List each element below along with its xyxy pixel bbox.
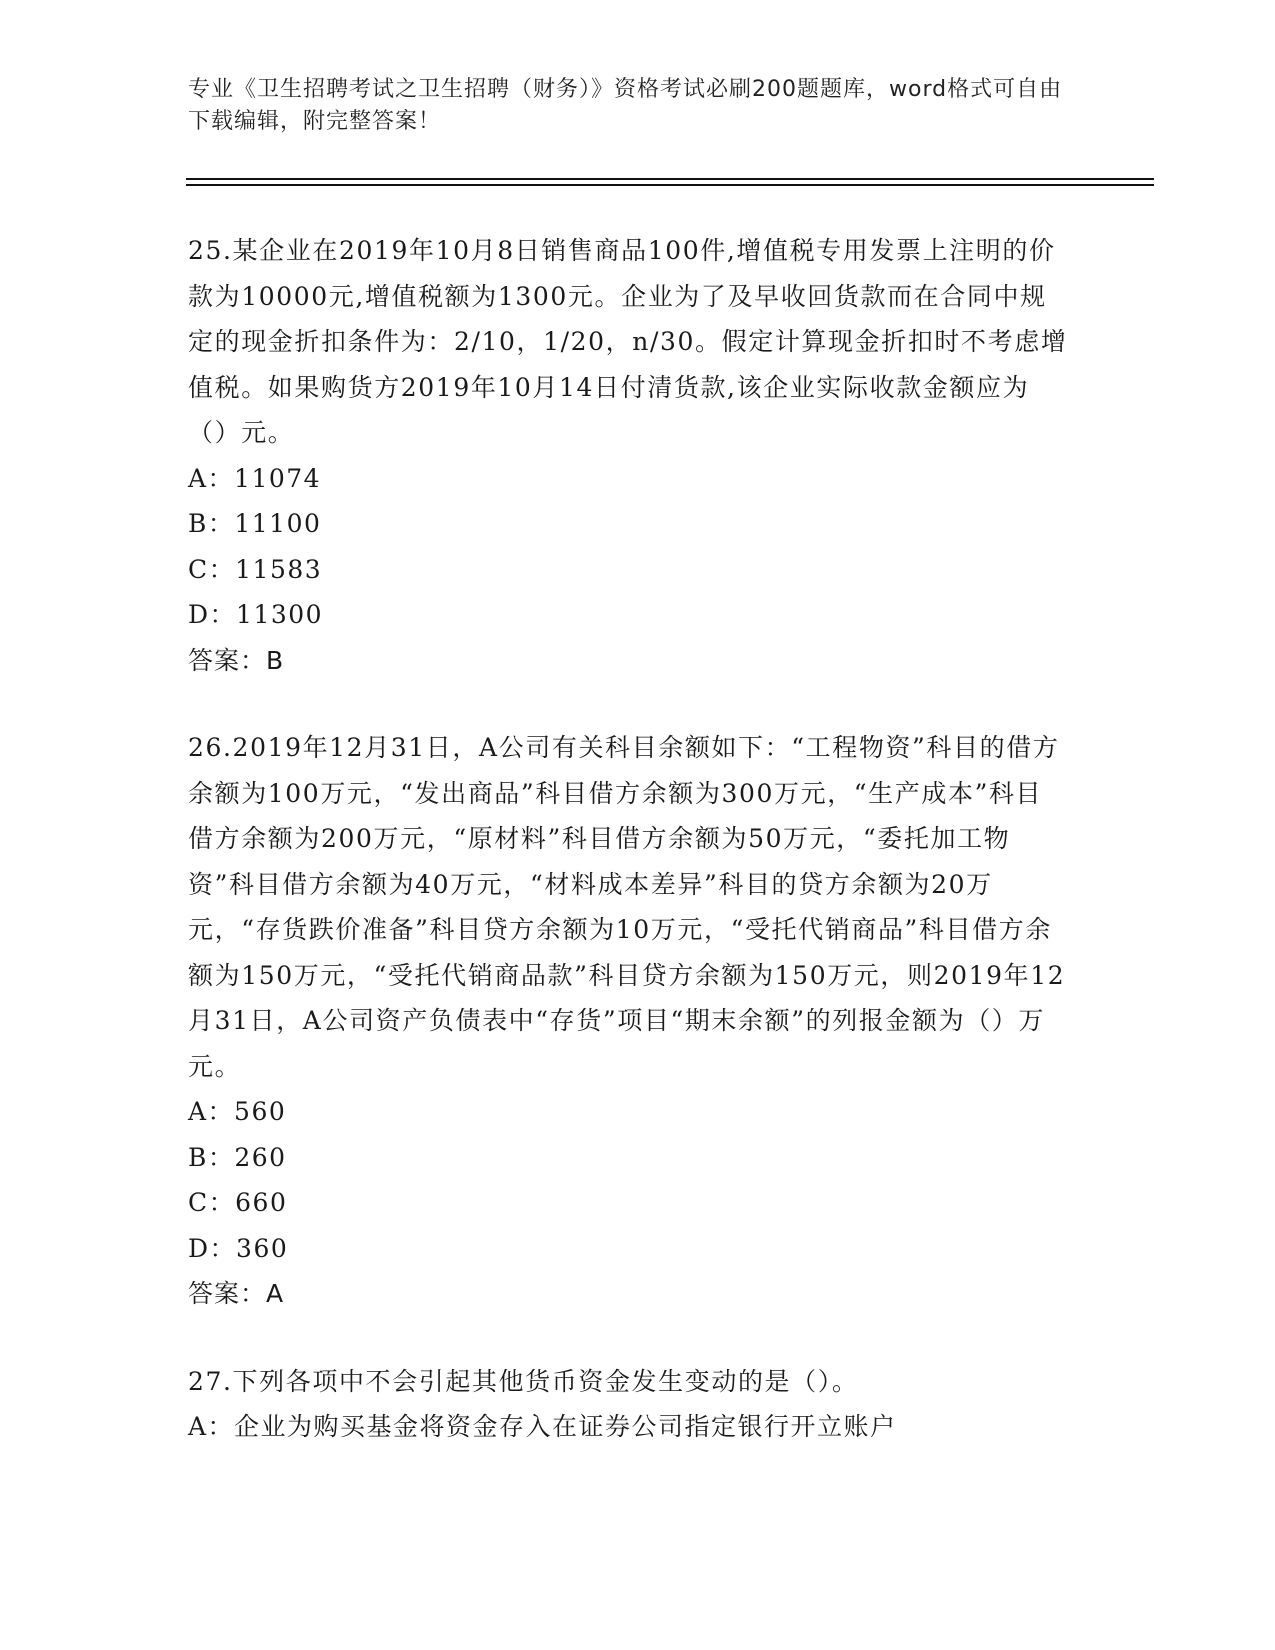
document-header: 专业《卫生招聘考试之卫生招聘（财务）》资格考试必刷200题题库，word格式可自由下载编辑，附完整答案！ [188,77,1063,134]
question-27 [188,1359,1068,1450]
question-text: 27.下列各项中不会引起其他货币资金发生变动的是（）。 [188,1366,859,1396]
answer: 答案：A [188,1279,285,1308]
option-b: B：260 [188,1142,287,1172]
option-a: A：560 [188,1097,287,1126]
option-d: D：360 [188,1233,289,1263]
header-divider-top [186,178,1154,180]
question-text: 25.某企业在2019年10月8日销售商品100件,增值税专用发票上注明的价款为10000元,增值税额为1300元。企业为了及早收回货款而在合同中规定的现金折扣条件为：2/10，1/20，n/30。假定计算现金折扣时不考虑增值税。如果购货方2019年10月14日付清货款,该企业实际收款金额应为（）元。 [188,236,1068,447]
header-divider-bottom [186,184,1154,186]
option-b: B：11100 [188,509,322,538]
option-a: A：企业为购买基金将资金存入在证券公司指定银行开立账户 [188,1412,897,1441]
option-c: C：11583 [188,554,323,584]
question-25 [188,228,1068,683]
question-list [188,228,1068,1492]
option-c: C：660 [188,1188,288,1217]
option-d: D：11300 [188,600,324,629]
answer: 答案：B [188,645,285,675]
question-text: 26.2019年12月31日，A公司有关科目余额如下：“工程物资”科目的借方余额为100万元，“发出商品”科目借方余额为300万元，“生产成本”科目借方余额为200万元，“原材料”科目借方余额为50万元，“委托加工物资”科目借方余额为40万元，“材料成本差异”科目的贷方余额为20万元，“存货跌价准备”科目贷方余额为10万元，“受托代销商品”科目借方余额为150万元，“受托代销商品款”科目贷方余额为150万元，则2019年12月31日，A公司资产负债表中“存货”项目“期末余额”的列报金额为（）万元。 [188,733,1066,1081]
question-26 [188,725,1068,1317]
option-a: A：11074 [188,463,322,493]
